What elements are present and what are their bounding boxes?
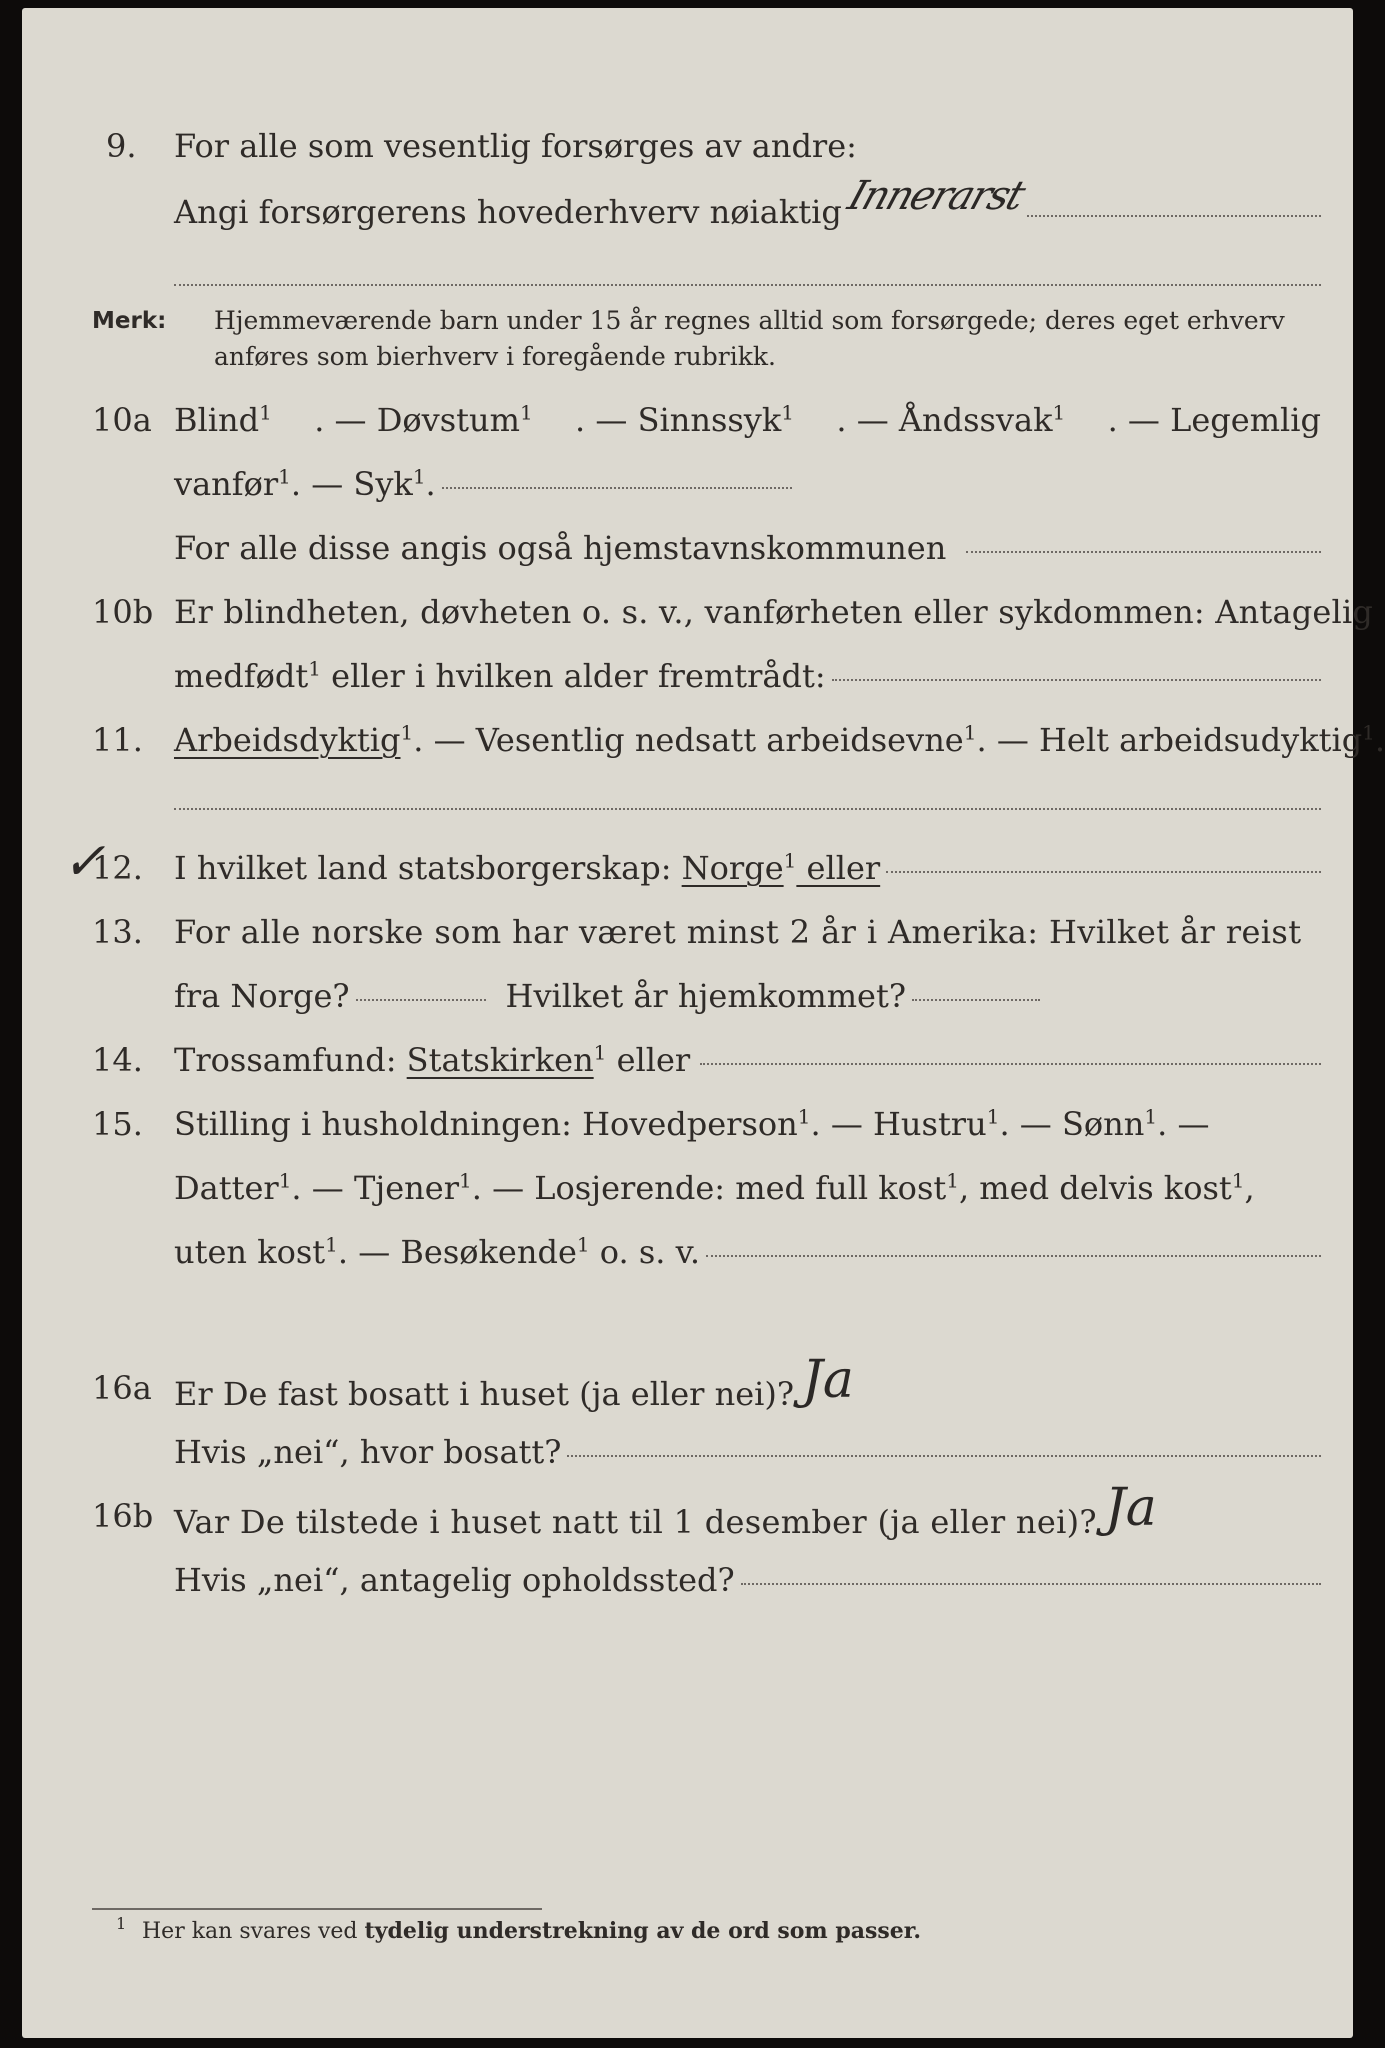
q15-tjener: . — Tjener xyxy=(291,1169,459,1207)
q10a-sinnssyk: . — Sinnssyk xyxy=(575,401,782,439)
q13-fra-norge: fra Norge? xyxy=(174,977,350,1015)
q16a-hvor-bosatt: Hvis „nei“, hvor bosatt? xyxy=(174,1433,562,1471)
q15-hovedperson: Stilling i husholdningen: Hovedperson xyxy=(174,1105,798,1143)
q10b-medfodt: medfødt xyxy=(174,657,309,695)
q11-arbeidsdyktig: Arbeidsdyktig xyxy=(174,721,401,759)
q16a-question: Er De fast bosatt i huset (ja eller nei)? xyxy=(174,1375,795,1413)
q9-question: For alle som vesentlig forsørges av andre: xyxy=(174,127,857,165)
q16b-question: Var De tilstede i huset natt til 1 desember (ja eller nei)? xyxy=(174,1503,1097,1541)
footnote-text: Her kan svares ved xyxy=(142,1919,365,1944)
q12-answer-line xyxy=(886,871,1321,873)
q15-full-kost: . — Losjerende: med full kost xyxy=(471,1169,947,1207)
q16a-handwritten-answer: Ja xyxy=(802,1350,854,1410)
q16b-number: 16b xyxy=(92,1497,154,1535)
q12-eller: eller xyxy=(796,849,881,887)
q14-statskirken: Statskirken xyxy=(406,1041,594,1079)
q10a-answer-line xyxy=(442,487,792,489)
q9-handwritten-answer: Innerarst xyxy=(842,173,1029,219)
q14-answer-line xyxy=(700,1063,1321,1065)
q10b-answer-line xyxy=(832,679,1321,681)
q13-hjemkommet-line xyxy=(912,999,1040,1001)
q12-question: I hvilket land statsborgerskap: xyxy=(174,849,682,887)
q10b-question: Er blindheten, døvheten o. s. v., vanførheten eller sykdommen: Antagelig xyxy=(174,593,1374,631)
q15-besokende: . — Besøkende xyxy=(337,1233,577,1271)
q9-number: 9. xyxy=(106,127,137,165)
q10a-number: 10a xyxy=(92,401,152,439)
q10a-hjemstavn-line xyxy=(966,551,1321,553)
q16b-answer-line xyxy=(741,1583,1321,1585)
q10a-hjemstavn: For alle disse angis også hjemstavnskommunen xyxy=(174,529,947,567)
merk-label: Merk: xyxy=(92,308,167,334)
q9-extra-answer-line xyxy=(174,284,1321,286)
footnote-rule xyxy=(92,1908,542,1910)
q13-number: 13. xyxy=(92,913,143,951)
q16b-handwritten-answer: Ja xyxy=(1104,1478,1157,1538)
q14-question: Trossamfund: xyxy=(174,1041,407,1079)
q15-answer-line xyxy=(706,1255,1321,1257)
footnote-mark: 1 xyxy=(116,1914,127,1933)
q11-udyktig: . — Helt arbeidsudyktig xyxy=(976,721,1363,759)
census-form-page: 9. For alle som vesentlig forsørges av andre: Angi forsørgerens hovederhverv nøiaktig Innerarst Merk: Hjemmeværende barn under 15 år regnes alltid som forsørgede; deres eget erhverv anføres som bierhverv i foregående rubrikk. 10a Blind$^1$ . — Døvstum$^1$ . — Sinnssyk$^1$ . — Åndssvak$^1$ . — Legemlig vanfør$^1$. — Syk$^1$. For alle disse angis også hjemstavnskommunen 10b Er blindheten, døvheten o. s. v., vanførheten eller sykdommen: Antagelig medfødt$^1$ eller i hvilken alder fremtrådt: 11. Arbeidsdyktig$^1$. — Vesentlig nedsatt arbeidsevne$^1$. — Helt arbeidsudyktig$^1$. ✓ 12. I hvilket land statsborgerskap: Norge$^1$ eller 13. For alle norske som har været minst 2 år i Amerika: Hvilket år reist fra Norge? Hvilket år hjemkommet? 14. Trossamfund: Statskirken$^1$ eller 15. Stilling i husholdningen: Hovedperson$^1$. — Hustru$^1$. — Sønn$^1$. — Datter$^1$. — Tjener$^1$. — Losjerende: med full kost$^1$, med delvis kost$^1$, uten kost$^1$. — Besøkende$^1$ o. s. v. 16a Er De fast bosatt i huset (ja eller nei)? Ja Hvis „nei“, hvor bosatt? 16b Var De tilstede i huset natt til 1 desember (ja eller nei)? Ja Hvis „nei“, antagelig opholdssted? 1 Her kan svares ved tydelig understrekning av de ord som passer. xyxy=(22,8,1353,2038)
q10a-dovstum: . — Døvstum xyxy=(314,401,520,439)
q14-eller: eller xyxy=(606,1041,691,1079)
merk-text-1: Hjemmeværende barn under 15 år regnes alltid som forsørgede; deres eget erhverv xyxy=(214,306,1285,335)
q15-osv: o. s. v. xyxy=(589,1233,701,1271)
q10a-blind: Blind xyxy=(174,401,260,439)
q11-nedsatt: . — Vesentlig nedsatt arbeidsevne xyxy=(413,721,964,759)
q14-number: 14. xyxy=(92,1041,143,1079)
footnote xyxy=(116,1914,922,1944)
q10a-andssvak: . — Åndssvak xyxy=(836,401,1053,439)
q13-hjemkommet: Hvilket år hjemkommet? xyxy=(505,977,906,1015)
q12-norge: Norge xyxy=(681,849,784,887)
q15-uten-kost: uten kost xyxy=(174,1233,326,1271)
q16a-number: 16a xyxy=(92,1369,152,1407)
merk-text-2: anføres som bierhverv i foregående rubrikk. xyxy=(214,342,776,371)
q15-number: 15. xyxy=(92,1105,143,1143)
q10a-syk: . — Syk xyxy=(290,465,413,503)
q11-number: 11. xyxy=(92,721,143,759)
q15-delvis-kost: , med delvis kost xyxy=(958,1169,1232,1207)
q15-hustru: . — Hustru xyxy=(810,1105,987,1143)
q13-question: For alle norske som har været minst 2 år i Amerika: Hvilket år reist xyxy=(174,913,1302,951)
q16a-answer-line xyxy=(567,1455,1321,1457)
check-mark-icon: ✓ xyxy=(62,832,106,892)
q9-answer-line xyxy=(1027,215,1321,217)
footnote-text-bold: tydelig understrekning av de ord som passer. xyxy=(364,1918,922,1944)
q10b-alder: eller i hvilken alder fremtrådt: xyxy=(320,657,826,695)
q10a-vanfor: vanfør xyxy=(174,465,279,503)
q15-datter: Datter xyxy=(174,1169,279,1207)
q9-question-2: Angi forsørgerens hovederhverv nøiaktig xyxy=(174,193,842,231)
q16b-opholdssted: Hvis „nei“, antagelig opholdssted? xyxy=(174,1561,735,1599)
q12-number: 12. xyxy=(92,849,143,887)
q11-answer-line xyxy=(174,808,1321,810)
q10b-number: 10b xyxy=(92,593,154,631)
q10a-legemlig: . — Legemlig xyxy=(1107,401,1321,439)
q15-sonn: . — Sønn xyxy=(999,1105,1145,1143)
q13-reist-line xyxy=(356,999,486,1001)
